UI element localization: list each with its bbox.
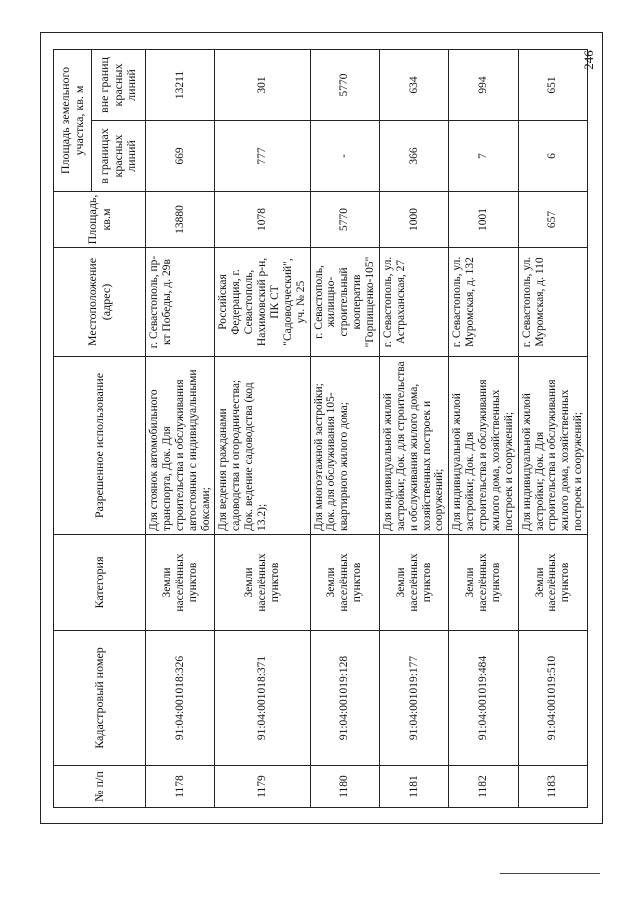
row-location: г. Севастополь, пр-кт Победы, д. 29в (146, 248, 215, 357)
header-use: Разрешенное использование (54, 357, 146, 535)
row-num: 1182 (449, 766, 518, 808)
row-category: Земли населённых пунктов (518, 535, 587, 631)
header-category: Категория (54, 535, 146, 631)
table-row (449, 49, 518, 807)
header-plot-area: Площадь земельного участка, кв. м (54, 49, 92, 191)
row-num: 1180 (310, 766, 379, 808)
row-category: Земли населённых пунктов (379, 535, 448, 631)
row-outside: 994 (449, 49, 518, 120)
row-area: 5770 (310, 192, 379, 248)
row-within: 777 (215, 121, 310, 192)
row-num: 1179 (215, 766, 310, 808)
row-outside: 634 (379, 49, 448, 120)
row-use: Для стоянок автомобильного транспорта, Док. Для строительства и обслуживания автостоянки с индивидуальными боксами; (146, 357, 215, 535)
row-cadastral: 91:04:001019:177 (379, 631, 448, 766)
row-location: Российская Федерация, г. Севастополь, Нахимовский р-н, ПК СТ "Садоводческий", уч. № 25 (215, 248, 310, 357)
table-row (310, 49, 379, 807)
rotated-table-container (53, 50, 585, 808)
table-row (379, 49, 448, 807)
row-use: Для индивидуальной жилой застройки; Док. для строительства и обслуживания жилого дома, хозяйственных построек и сооружений; (379, 357, 448, 535)
page-number: 246 (581, 50, 596, 70)
row-location: г. Севастополь, ул. Муромская, д. 110 (518, 248, 587, 357)
land-plots-table (53, 49, 588, 808)
row-num: 1183 (518, 766, 587, 808)
row-use: Для индивидуальной жилой застройки; Док. Для строительства и обслуживания жилого дома, хозяйственных построек и сооружений; (518, 357, 587, 535)
row-location: г. Севастополь, ул. Муромская, д. 132 (449, 248, 518, 357)
row-area: 1001 (449, 192, 518, 248)
row-area: 1078 (215, 192, 310, 248)
row-use: Для индивидуальной жилой застройки; Док. Для строительства и обслуживания жилого дома, хозяйственных построек и сооружений; (449, 357, 518, 535)
row-category: Земли населённых пунктов (449, 535, 518, 631)
row-category: Земли населённых пунктов (146, 535, 215, 631)
row-location: г. Севастополь, ул. Астраханская, 27 (379, 248, 448, 357)
row-area: 1000 (379, 192, 448, 248)
row-outside: 5770 (310, 49, 379, 120)
row-category: Земли населённых пунктов (310, 535, 379, 631)
row-use: Для многоэтажной застройки; Док. для обслуживания 105-квартирного жилого дома; (310, 357, 379, 535)
row-outside: 301 (215, 49, 310, 120)
header-area: Площадь, кв.м (54, 192, 146, 248)
row-cadastral: 91:04:001018:326 (146, 631, 215, 766)
row-cadastral: 91:04:001019:510 (518, 631, 587, 766)
row-cadastral: 91:04:001019:128 (310, 631, 379, 766)
row-within: 366 (379, 121, 448, 192)
row-location: г. Севастополь, жилищно-строительный кооператив "Горпищенко-105" (310, 248, 379, 357)
row-category: Земли населённых пунктов (215, 535, 310, 631)
row-outside: 13211 (146, 49, 215, 120)
row-use: Для ведения гражданами садоводства и огородничества; Док. ведение садоводства (код 13.2); (215, 357, 310, 535)
table-row (518, 49, 587, 807)
header-location: Местоположение (адрес) (54, 248, 146, 357)
row-outside: 651 (518, 49, 587, 120)
header-within: в границах красных линий (92, 121, 146, 192)
row-area: 13880 (146, 192, 215, 248)
row-num: 1181 (379, 766, 448, 808)
row-within: 6 (518, 121, 587, 192)
header-cadastral: Кадастровый номер (54, 631, 146, 766)
row-cadastral: 91:04:001018:371 (215, 631, 310, 766)
row-num: 1178 (146, 766, 215, 808)
row-within: 7 (449, 121, 518, 192)
header-num: № п/п (54, 766, 146, 808)
row-within: - (310, 121, 379, 192)
table-row (215, 49, 310, 807)
row-area: 657 (518, 192, 587, 248)
row-cadastral: 91:04:001019:484 (449, 631, 518, 766)
row-within: 669 (146, 121, 215, 192)
footer-rule (500, 873, 600, 874)
header-outside: вне границ красных линий (92, 49, 146, 120)
table-row (146, 49, 215, 807)
